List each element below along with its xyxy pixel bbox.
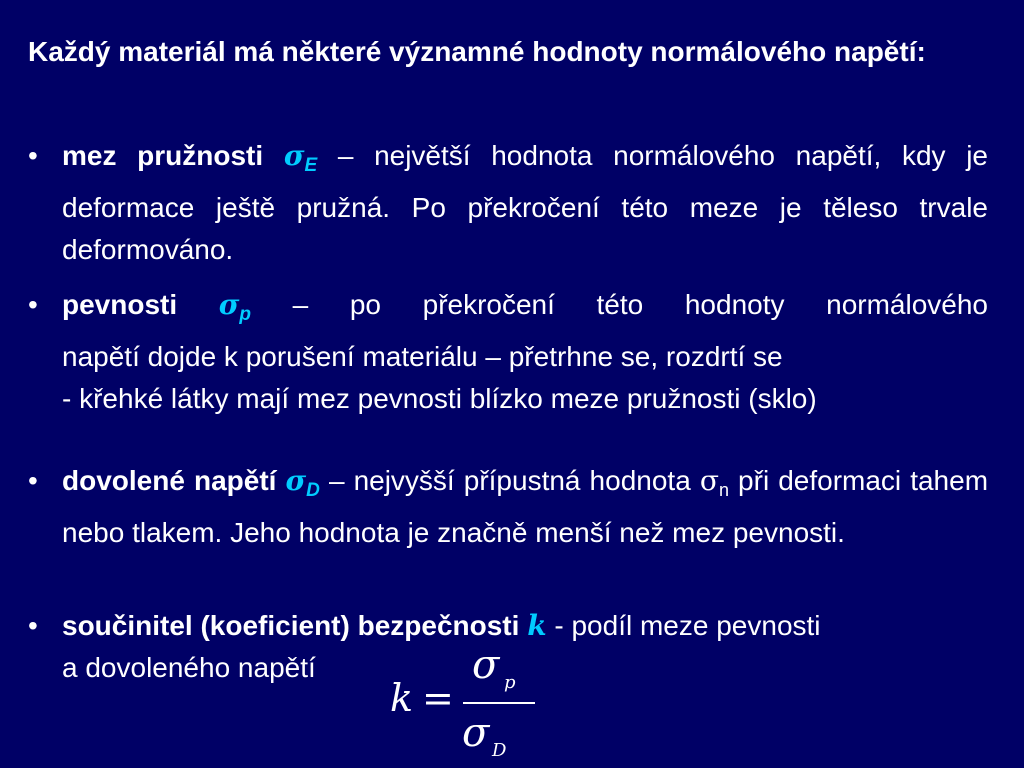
bullet-marker: • (28, 610, 38, 641)
symbol-sigma-d: $\sigma_D$ (285, 464, 320, 501)
formula-denominator: σ (462, 710, 490, 756)
symbol-sigma-e: $\sigma_E$ (283, 139, 318, 176)
formula-equals: = (422, 676, 454, 720)
term-label: dovolené napětí (62, 465, 277, 496)
formula-lhs: k (390, 676, 414, 720)
definition-line-2: napětí dojde k porušení materiálu – přetrhne se, rozdrtí se (62, 341, 783, 372)
definition-text-b: při deformaci tahem nebo tlakem. Jeho hodnota je značně menší než mez pevnosti. (62, 465, 989, 548)
formula-numerator-sub: p (504, 672, 516, 693)
bullet-mez-pruznosti (28, 135, 988, 271)
symbol-k: k (527, 609, 547, 642)
symbol-sigma-p: $\sigma_p$ (218, 288, 252, 325)
formula-denominator-sub: D (492, 740, 507, 761)
note-text: - křehké látky mají mez pevnosti blízko meze pružnosti (sklo) (62, 383, 817, 414)
term-label: mez pružnosti (62, 140, 264, 171)
slide-heading: Každý materiál má některé významné hodnoty normálového napětí: (28, 36, 926, 67)
definition-text: – největší hodnota normálového napětí, kdy je deformace ještě pružná. Po překročení této meze je těleso trvale deformováno. (62, 140, 989, 265)
safety-factor-formula (390, 642, 550, 768)
definition-line-1: - podíl meze pevnosti (554, 610, 821, 641)
bullet-pevnosti (28, 284, 988, 420)
bullet-text (62, 135, 988, 271)
bullet-marker: • (28, 140, 38, 171)
term-label: pevnosti (62, 289, 178, 320)
symbol-sigma-n: $\sigma_n$ (699, 464, 729, 500)
formula-numerator: σ (472, 642, 500, 688)
bullet-text (62, 284, 988, 420)
bullet-marker: • (28, 465, 38, 496)
bullet-marker: • (28, 289, 38, 320)
term-label: součinitel (koeficient) bezpečnosti (62, 610, 520, 641)
definition-text-a: – nejvyšší přípustná hodnota (328, 465, 691, 496)
definition-line-2: a dovoleného napětí (62, 652, 316, 683)
definition-line-1: – po překročení této hodnoty normálového (292, 289, 988, 320)
bullet-text (62, 460, 988, 554)
fraction-bar (463, 702, 535, 704)
bullet-dovolene-napeti (28, 460, 988, 554)
